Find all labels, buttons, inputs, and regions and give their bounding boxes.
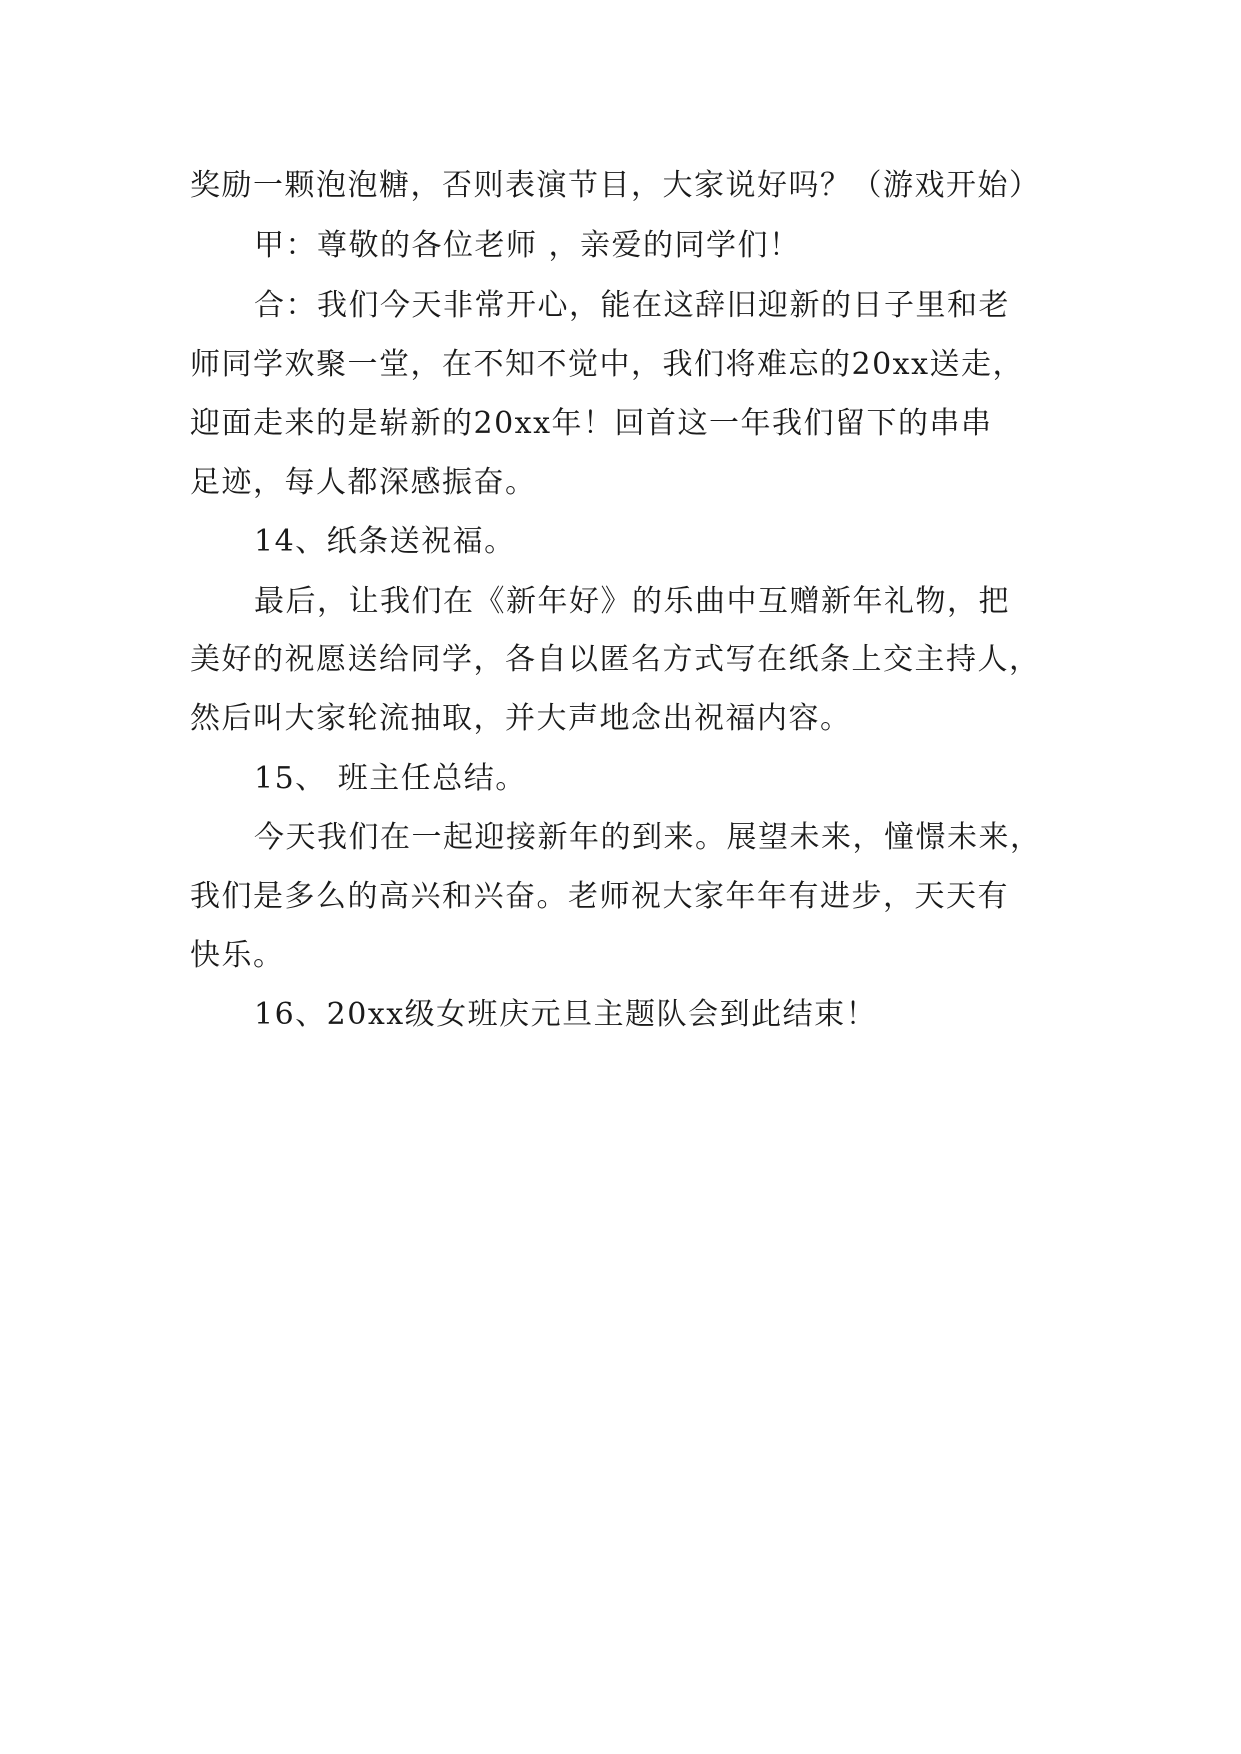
text-line: 美好的祝愿送给同学，各自以匿名方式写在纸条上交主持人， (190, 642, 1041, 677)
text-line: 甲：尊敬的各位老师 ，亲爱的同学们！ (254, 228, 801, 263)
text-line: 快乐。 (190, 938, 285, 973)
text-line: 迎面走来的是崭新的20xx年！回首这一年我们留下的串串 (190, 406, 993, 441)
text-line: 14、纸条送祝福。 (254, 524, 516, 559)
text-line: 合：我们今天非常开心，能在这辞旧迎新的日子里和老 (254, 288, 1010, 323)
text-line: 今天我们在一起迎接新年的到来。展望未来，憧憬未来， (254, 820, 1042, 855)
text-line: 我们是多么的高兴和兴奋。老师祝大家年年有进步，天天有 (190, 879, 1009, 914)
text-line: 然后叫大家轮流抽取，并大声地念出祝福内容。 (190, 701, 852, 736)
text-line: 师同学欢聚一堂，在不知不觉中，我们将难忘的20xx送走， (190, 347, 1025, 382)
text-line: 16、20xx级女班庆元旦主题队会到此结束！ (254, 997, 878, 1032)
text-line: 最后，让我们在《新年好》的乐曲中互赠新年礼物，把 (254, 584, 1010, 619)
text-line: 足迹，每人都深感振奋。 (190, 465, 537, 500)
text-line: 15、 班主任总结。 (254, 761, 527, 796)
text-line: 奖励一颗泡泡糖，否则表演节目，大家说好吗？（游戏开始） (190, 168, 1041, 203)
